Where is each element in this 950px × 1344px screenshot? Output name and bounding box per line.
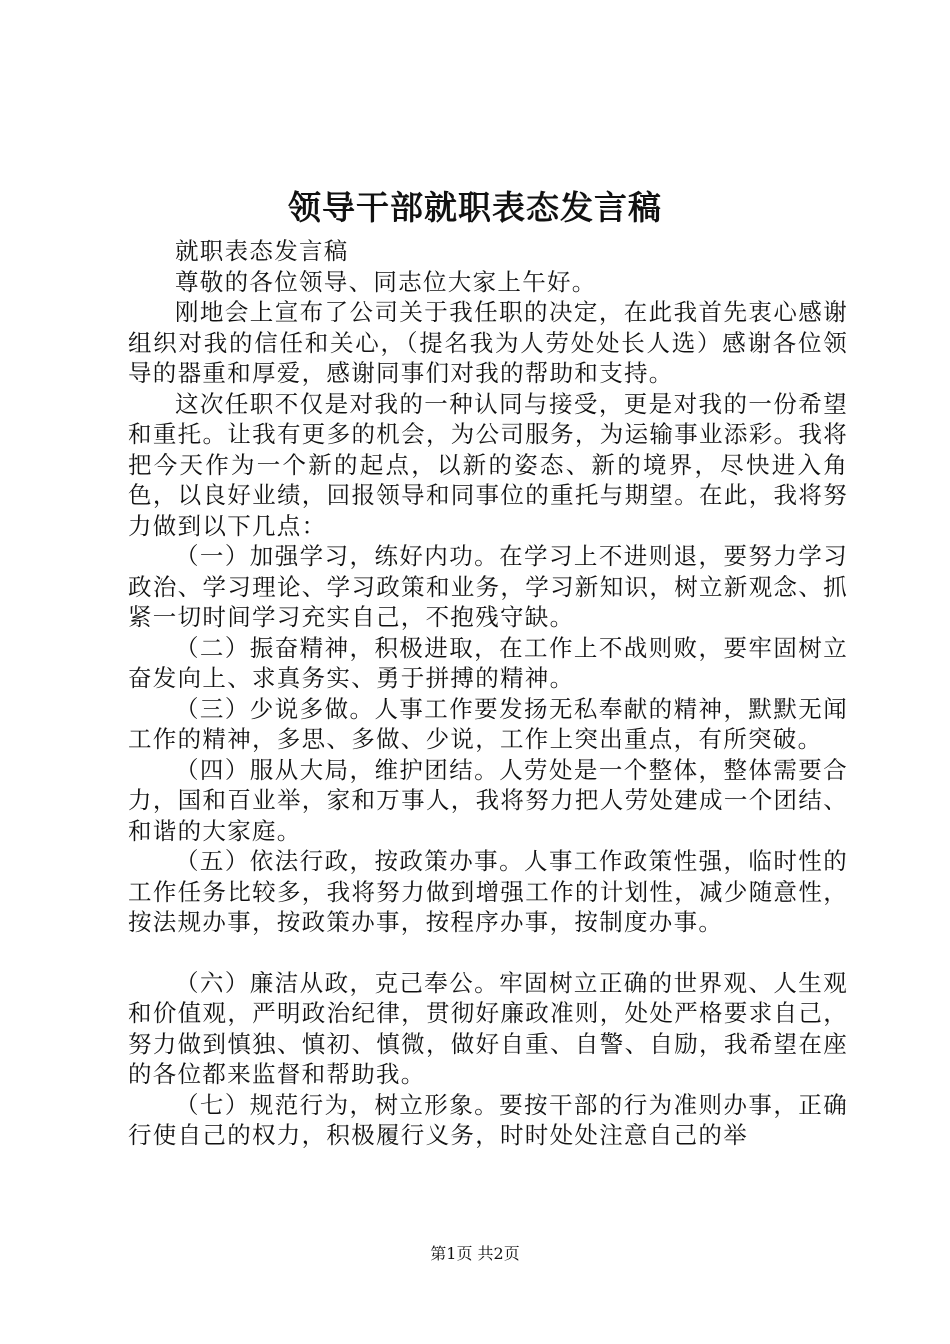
paragraph-point-7: （七）规范行为，树立形象。要按干部的行为准则办事，正确行使自己的权力，积极履行义务，时时处处注意自己的举 — [128, 1090, 848, 1149]
paragraph-point-2: （二）振奋精神，积极进取，在工作上不战则败，要牢固树立奋发向上、求真务实、勇于拼搏的精神。 — [128, 633, 848, 692]
page-number-footer: 第1页 共2页 — [430, 1244, 520, 1263]
paragraph-point-3: （三）少说多做。人事工作要发扬无私奉献的精神，默默无闻工作的精神，多思、多做、少说，工作上突出重点，有所突破。 — [128, 694, 848, 753]
paragraph: 这次任职不仅是对我的一种认同与接受，更是对我的一份希望和重托。让我有更多的机会，为公司服务，为运输事业添彩。我将把今天作为一个新的起点，以新的姿态、新的境界，尽快进入角色，以良好业绩，回报领导和同事位的重托与期望。在此，我将努力做到以下几点： — [128, 389, 848, 540]
paragraph-point-5: （五）依法行政，按政策办事。人事工作政策性强，临时性的工作任务比较多，我将努力做到增强工作的计划性，减少随意性，按法规办事，按政策办事，按程序办事，按制度办事。 — [128, 847, 848, 936]
paragraph: 刚地会上宣布了公司关于我任职的决定，在此我首先衷心感谢组织对我的信任和关心，（提名我为人劳处处长人选）感谢各位领导的器重和厚爱，感谢同事们对我的帮助和支持。 — [128, 298, 848, 387]
document-title: 领导干部就职表态发言稿 — [288, 188, 662, 227]
paragraph-greeting: 尊敬的各位领导、同志位大家上午好。 — [175, 267, 597, 296]
paragraph-heading: 就职表态发言稿 — [175, 237, 349, 265]
paragraph-point-1: （一）加强学习，练好内功。在学习上不进则退，要努力学习政治、学习理论、学习政策和业务，学习新知识，树立新观念、抓紧一切时间学习充实自己，不抱残守缺。 — [128, 542, 848, 631]
document-body — [128, 236, 848, 1151]
paragraph-point-4: （四）服从大局，维护团结。人劳处是一个整体，整体需要合力，国和百业举，家和万事人，我将努力把人劳处建成一个团结、和谐的大家庭。 — [128, 755, 848, 845]
paragraph-point-6: （六）廉洁从政，克己奉公。牢固树立正确的世界观、人生观和价值观，严明政治纪律，贯彻好廉政准则，处处严格要求自己，努力做到慎独、慎初、慎微，做好自重、自警、自励，我希望在座的各位都来监督和帮助我。 — [128, 968, 848, 1088]
